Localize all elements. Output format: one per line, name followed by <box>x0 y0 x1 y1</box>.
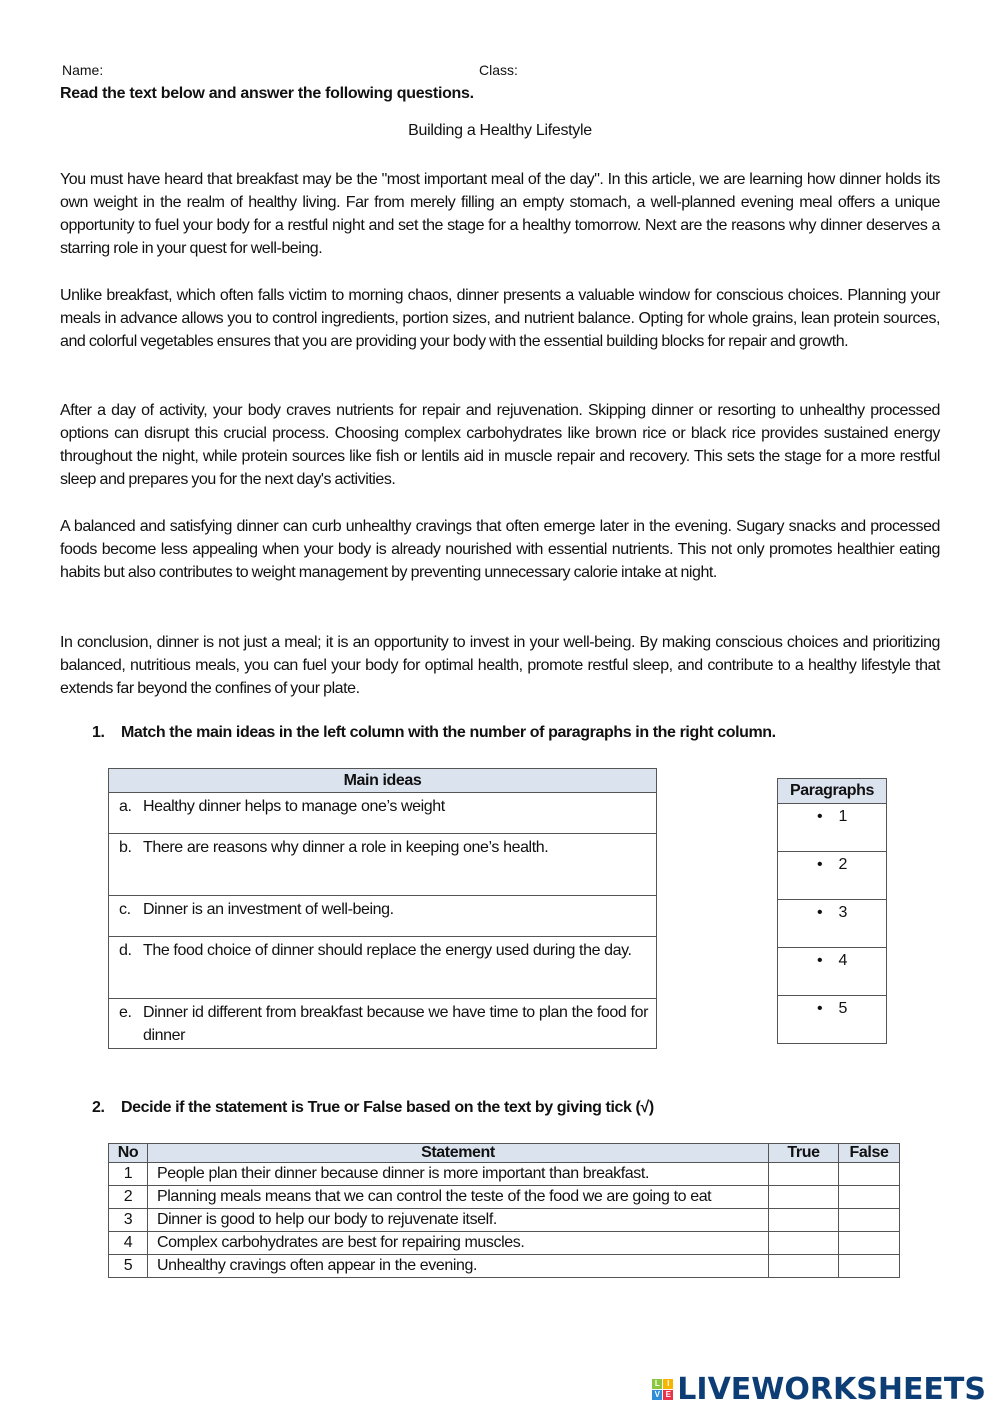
paragraph-4: A balanced and satisfying dinner can curb unhealthy cravings that often emerge later in the evening. Sugary snacks and processed foods become less appealing when your body is already nourished with essential nutrients. This not only promotes healthier eating habits but also contributes to weight management by preventing unnecessary calorie intake at night. <box>60 518 940 581</box>
logo-text: LIVEWORKSHEETS <box>677 1372 986 1407</box>
logo-tiles-icon: L I V E <box>652 1379 673 1400</box>
question-prompt: Decide if the statement is True or False based on the text by giving tick (√) <box>121 1099 654 1116</box>
question-2 <box>92 1099 654 1117</box>
table-row: 3 Dinner is good to help our body to rejuvenate itself. <box>109 1209 900 1232</box>
main-ideas-table <box>108 768 657 1049</box>
paragraph-option-5[interactable]: • 5 <box>778 996 887 1044</box>
header-statement: Statement <box>148 1144 769 1163</box>
paragraph-option-2[interactable]: • 2 <box>778 852 887 900</box>
article-title: Building a Healthy Lifestyle <box>408 122 592 139</box>
class-label: Class: <box>479 62 518 78</box>
paragraphs-header: Paragraphs <box>778 779 887 804</box>
question-prompt: Match the main ideas in the left column with the number of paragraphs in the right column. <box>121 724 776 741</box>
paragraph-option-3[interactable]: • 3 <box>778 900 887 948</box>
main-idea-a[interactable]: a. Healthy dinner helps to manage one’s weight <box>109 793 657 834</box>
name-label: Name: <box>62 62 104 78</box>
paragraph-option-1[interactable]: • 1 <box>778 804 887 852</box>
true-cell[interactable] <box>769 1255 839 1278</box>
question-1 <box>92 724 776 742</box>
paragraph-5: In conclusion, dinner is not just a meal; it is an opportunity to invest in your well-being. By making conscious choices and prioritizing balanced, nutritious meals, you can fuel your body for optimal health, promote restful sleep, and contribute to a healthy lifestyle that extends far beyond the confines of your plate. <box>60 634 940 697</box>
table-row: 1 People plan their dinner because dinner is more important than breakfast. <box>109 1163 900 1186</box>
main-idea-d[interactable]: d. The food choice of dinner should replace the energy used during the day. <box>109 937 657 999</box>
header-true: True <box>769 1144 839 1163</box>
paragraph-3: After a day of activity, your body craves nutrients for repair and rejuvenation. Skipping dinner or resorting to unhealthy processed options can disrupt this crucial process. Choosing complex carbohydrates like brown rice or black rice provides sustained energy throughout the night, while protein sources like fish or lentils aid in muscle repair and recovery. This sets the stage for a more restful sleep and prepares you for the next day's activities. <box>60 402 940 488</box>
paragraph-1: You must have heard that breakfast may be the "most important meal of the day". In this article, we are learning how dinner holds its own weight in the realm of healthy living. Far from merely filling an empty stomach, a well-planned evening meal offers a unique opportunity to fuel your body for a restful night and set the stage for a healthy tomorrow. Next are the reasons why dinner deserves a starring role in your quest for well-being. <box>60 171 940 257</box>
main-idea-b[interactable]: b. There are reasons why dinner a role in keeping one’s health. <box>109 834 657 896</box>
liveworksheets-logo <box>652 1372 986 1407</box>
false-cell[interactable] <box>839 1186 900 1209</box>
header-false: False <box>839 1144 900 1163</box>
true-cell[interactable] <box>769 1186 839 1209</box>
main-ideas-header: Main ideas <box>109 769 657 793</box>
main-idea-e[interactable]: e. Dinner id different from breakfast because we have time to plan the food for dinner <box>109 999 657 1049</box>
false-cell[interactable] <box>839 1232 900 1255</box>
instruction: Read the text below and answer the following questions. <box>60 85 474 102</box>
false-cell[interactable] <box>839 1255 900 1278</box>
false-cell[interactable] <box>839 1163 900 1186</box>
main-idea-c[interactable]: c. Dinner is an investment of well-being. <box>109 896 657 937</box>
paragraphs-table <box>777 778 887 1044</box>
table-row: 5 Unhealthy cravings often appear in the evening. <box>109 1255 900 1278</box>
question-number: 1. <box>92 724 105 741</box>
true-cell[interactable] <box>769 1232 839 1255</box>
true-cell[interactable] <box>769 1209 839 1232</box>
header-no: No <box>109 1144 148 1163</box>
paragraph-2: Unlike breakfast, which often falls victim to morning chaos, dinner presents a valuable window for conscious choices. Planning your meals in advance allows you to control ingredients, portion sizes, and nutrient balance. Opting for whole grains, lean protein sources, and colorful vegetables ensures that you are providing your body with the essential building blocks for repair and growth. <box>60 287 940 350</box>
table-row: 2 Planning meals means that we can control the teste of the food we are going to eat <box>109 1186 900 1209</box>
paragraph-option-4[interactable]: • 4 <box>778 948 887 996</box>
false-cell[interactable] <box>839 1209 900 1232</box>
table-row: 4 Complex carbohydrates are best for repairing muscles. <box>109 1232 900 1255</box>
true-false-table <box>108 1143 900 1278</box>
question-number: 2. <box>92 1099 105 1116</box>
true-cell[interactable] <box>769 1163 839 1186</box>
